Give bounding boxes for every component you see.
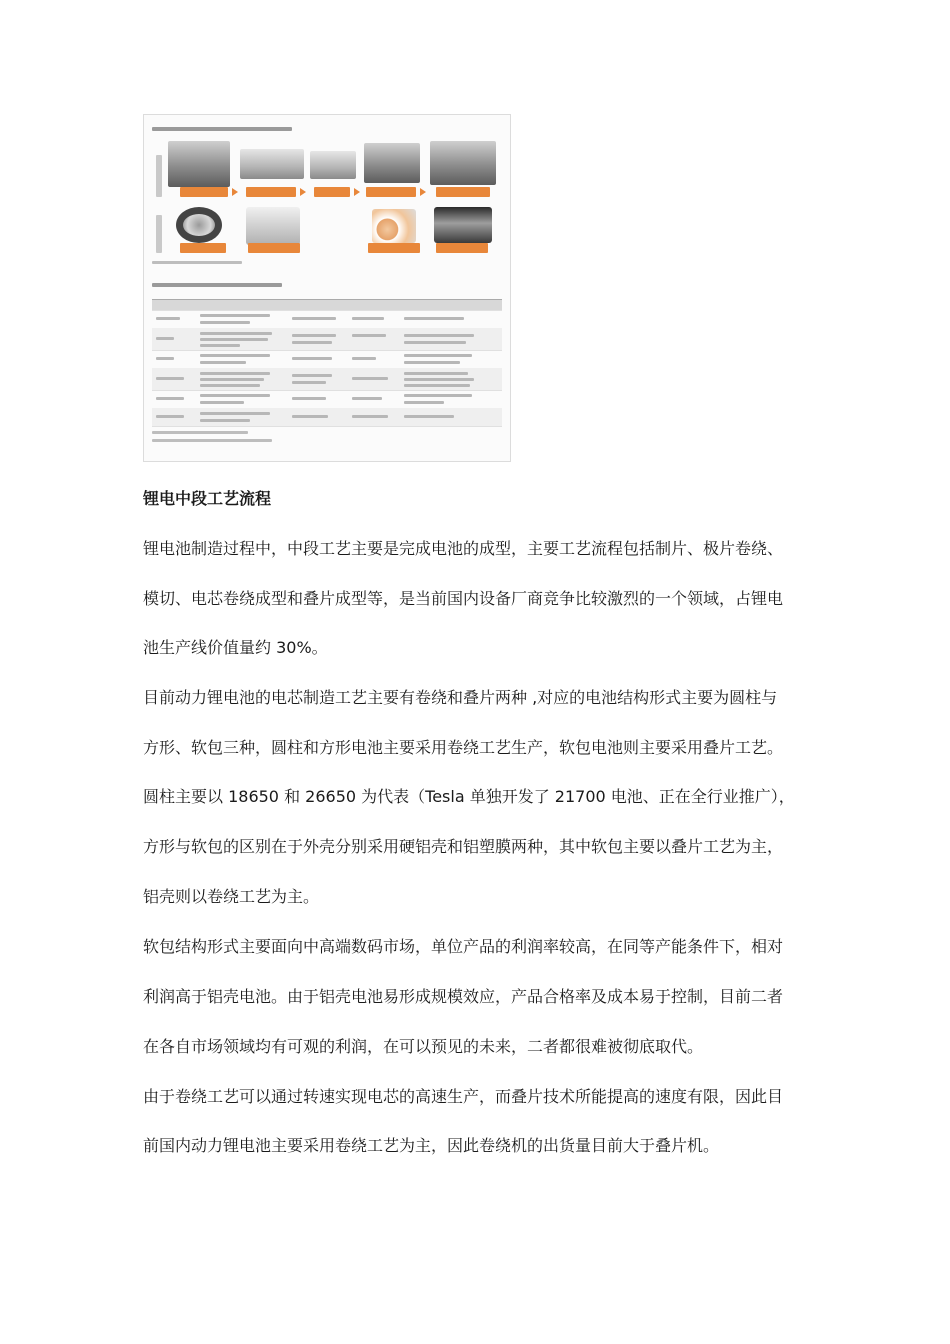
process-figure-image	[143, 114, 511, 462]
paragraph-line: 锂电池制造过程中，中段工艺主要是完成电池的成型，主要工艺流程包括制片、极片卷绕、	[143, 539, 784, 558]
paragraph-line: 软包结构形式主要面向中高端数码市场，单位产品的利润率较高，在同等产能条件下，相对	[143, 937, 784, 956]
product-tag-1	[180, 243, 226, 253]
table-row	[152, 390, 502, 409]
row-label-product	[156, 215, 162, 253]
process-tag-3	[314, 187, 350, 197]
paragraph-line: 模切、电芯卷绕成型和叠片成型等，是当前国内设备厂商竞争比较激烈的一个领域，占锂电	[143, 589, 784, 608]
product-tag-4	[436, 243, 488, 253]
row-label-process	[156, 155, 162, 197]
figure-source-blur	[152, 261, 242, 264]
process-tag-4	[366, 187, 416, 197]
product-tag-2	[248, 243, 300, 253]
flow-arrow-icon	[300, 188, 306, 196]
figure-caption-blur	[152, 127, 292, 131]
table-row	[152, 310, 502, 329]
product-image-3	[372, 209, 416, 243]
paragraph-line: 在各自市场领域均有可观的利润，在可以预见的未来，二者都很难被彻底取代。	[143, 1037, 704, 1056]
product-tag-3	[368, 243, 420, 253]
process-table-image	[152, 299, 502, 426]
table-row	[152, 368, 502, 391]
table-row	[152, 408, 502, 427]
paragraph-line: 方形与软包的区别在于外壳分别采用硬铝壳和铝塑膜两种，其中软包主要以叠片工艺为主，	[143, 837, 784, 856]
flow-arrow-icon	[354, 188, 360, 196]
paragraph-line: 由于卷绕工艺可以通过转速实现电芯的高速生产，而叠片技术所能提高的速度有限，因此目	[143, 1087, 784, 1106]
product-image-1	[176, 207, 222, 243]
paragraph-line: 前国内动力锂电池主要采用卷绕工艺为主，因此卷绕机的出货量目前大于叠片机。	[143, 1136, 720, 1155]
paragraph-line: 圆柱主要以 18650 和 26650 为代表（Tesla 单独开发了 21700 电池、正在全行业推广），	[143, 787, 795, 806]
flow-arrow-icon	[420, 188, 426, 196]
machine-image-1	[168, 141, 230, 187]
paragraph-line: 利润高于铝壳电池。由于铝壳电池易形成规模效应，产品合格率及成本易于控制，目前二者	[143, 987, 784, 1006]
process-tag-5	[436, 187, 490, 197]
machine-image-2	[240, 149, 304, 179]
paragraph-line: 铝壳则以卷绕工艺为主。	[143, 887, 320, 906]
process-tag-2	[246, 187, 296, 197]
paragraph-line: 方形、软包三种，圆柱和方形电池主要采用卷绕工艺生产，软包电池则主要采用叠片工艺。	[143, 738, 784, 757]
product-image-4	[434, 207, 492, 243]
machine-image-3	[310, 151, 356, 179]
flow-arrow-icon	[232, 188, 238, 196]
table-caption-blur	[152, 283, 282, 287]
table-note-blur	[152, 439, 272, 442]
paragraph-line: 池生产线价值量约 30%。	[143, 638, 328, 657]
table-row	[152, 350, 502, 369]
process-tag-1	[180, 187, 228, 197]
table-source-blur	[152, 431, 248, 434]
product-image-2	[246, 207, 300, 245]
table-row	[152, 328, 502, 351]
section-heading: 锂电中段工艺流程	[143, 489, 272, 508]
paragraph-line: 目前动力锂电池的电芯制造工艺主要有卷绕和叠片两种 ,对应的电池结构形式主要为圆柱与	[143, 688, 778, 707]
machine-image-5	[430, 141, 496, 185]
machine-image-4	[364, 143, 420, 183]
